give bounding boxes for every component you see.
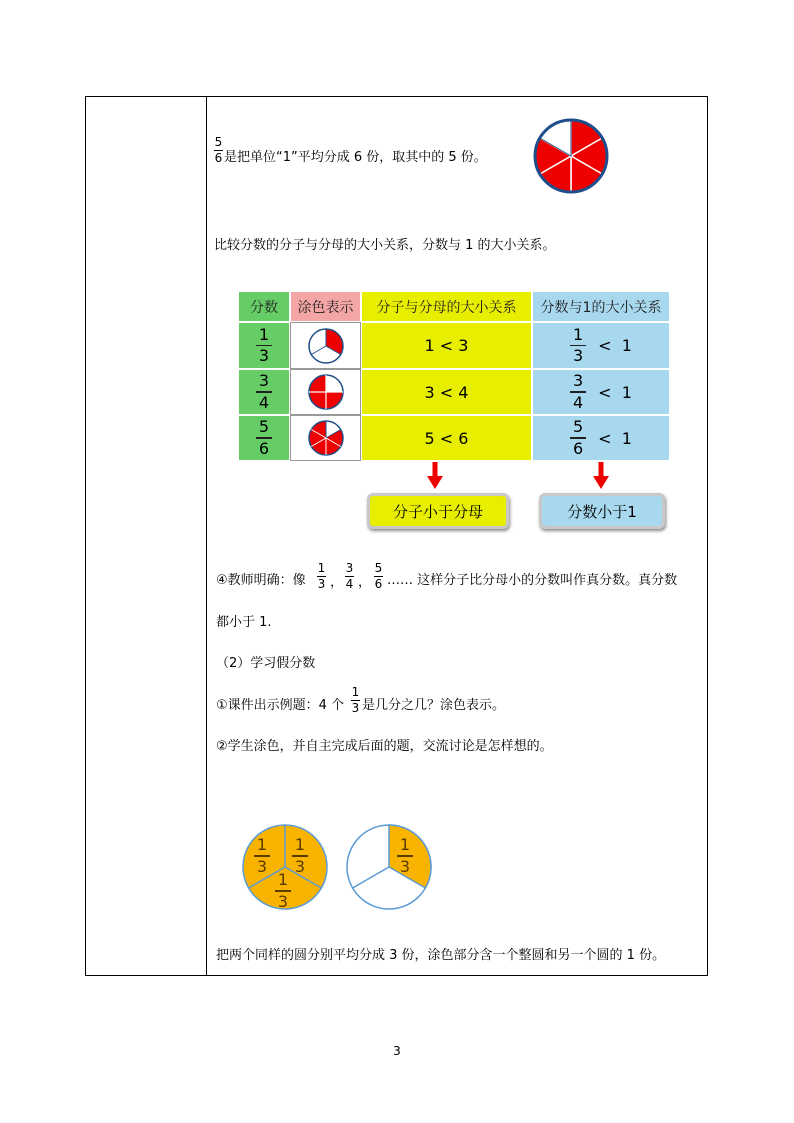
teacher-frac-3-num: 5 [374,561,383,575]
one-third-orange-circle [344,822,434,912]
step2-text: ②学生涂色，并自主完成后面的题，交流讨论是怎样想的。 [216,739,553,754]
conclusion-fraction-less-one: 分数小于1 [539,493,665,529]
intro-fraction-numerator: 5 [214,135,223,149]
row1-cmp-num: 1 [573,324,584,344]
teacher-frac-2-den: 4 [345,577,354,591]
row2-cmp-den: 4 [573,392,584,412]
three-quarters-circle [306,372,346,412]
row3-relation: 5 < 6 [361,415,532,461]
row1-shading [290,322,361,369]
teacher-suffix: …… 这样分子比分母小的分数叫作真分数。真分数 [387,573,678,588]
row3-cmp-num: 5 [573,417,584,437]
row1-compare [532,322,670,369]
label-third-1 [254,836,270,876]
five-sixths-circle [531,116,611,196]
row3-num: 5 [258,417,270,437]
row2-relation: 3 < 4 [361,369,532,415]
row3-compare [532,415,670,461]
teacher-frac-2 [345,562,354,591]
header-num-den-relation: 分子与分母的大小关系 [361,291,532,322]
row2-num: 3 [258,371,270,391]
row1-cmp-den: 3 [573,346,584,366]
label-den: 3 [399,856,411,876]
teacher-frac-3 [374,562,383,591]
conclusion-numerator-less: 分子小于分母 [367,493,509,529]
row1-den: 3 [258,346,270,366]
label-den: 3 [256,856,268,876]
row3-shading [290,415,361,461]
header-shading: 涂色表示 [290,291,361,322]
arrow-down-icon [592,462,610,490]
teacher-frac-1-num: 1 [317,561,326,575]
compare-text: 比较分数的分子与分母的大小关系，分数与 1 的大小关系。 [214,238,556,253]
example-prefix: ①课件出示例题：4 个 [216,698,345,713]
intro-fraction [214,136,223,165]
teacher-frac-2-num: 3 [345,561,354,575]
row1-num: 1 [258,324,270,344]
row2-shading [290,369,361,415]
example-fraction [351,686,360,715]
teacher-frac-1-den: 3 [317,577,326,591]
example-den: 3 [351,701,360,715]
row1-relation: 1 < 3 [361,322,532,369]
row3-cmp-sign: < 1 [598,428,632,448]
example-suffix: 是几分之几？涂色表示。 [362,698,506,713]
row2-fraction [238,369,290,415]
label-den: 3 [277,891,289,911]
row2-cmp-sign: < 1 [598,382,632,402]
label-third-single [397,836,413,876]
row1-fraction [238,322,290,369]
teacher-line2: 都小于 1. [216,615,272,630]
intro-text: 是把单位“1”平均分成 6 份，取其中的 5 份。 [224,150,487,165]
teacher-sep-2: ， [358,575,372,590]
final-text: 把两个同样的圆分别平均分成 3 份，涂色部分含一个整圆和另一个圆的 1 份。 [216,948,666,963]
label-num: 1 [256,835,268,854]
teacher-prefix: ④教师明确：像 [216,573,306,588]
label-num: 1 [294,835,306,854]
five-sixths-small-circle [306,418,346,458]
page-number: 3 [393,1044,401,1058]
row3-cmp-den: 6 [573,438,584,458]
label-num: 1 [277,870,289,889]
label-den: 3 [294,856,306,876]
row3-den: 6 [258,438,270,458]
example-num: 1 [351,685,360,699]
teacher-frac-1 [317,562,326,591]
header-fraction: 分数 [238,291,290,322]
row3-fraction [238,415,290,461]
teacher-frac-3-den: 6 [374,577,383,591]
one-third-circle [306,326,346,366]
label-third-3 [275,871,291,911]
label-third-2 [292,836,308,876]
arrow-down-icon [426,462,444,490]
row2-den: 4 [258,392,270,412]
intro-fraction-denominator: 6 [214,151,223,165]
section-title: （2）学习假分数 [216,656,316,671]
teacher-sep-1: ， [330,575,344,590]
label-num: 1 [399,835,411,854]
header-compare-one: 分数与1的大小关系 [532,291,670,322]
divider [311,346,326,355]
row1-cmp-sign: < 1 [598,336,632,355]
frame-column-divider [206,96,207,976]
row2-compare [532,369,670,415]
row2-cmp-num: 3 [573,371,584,391]
